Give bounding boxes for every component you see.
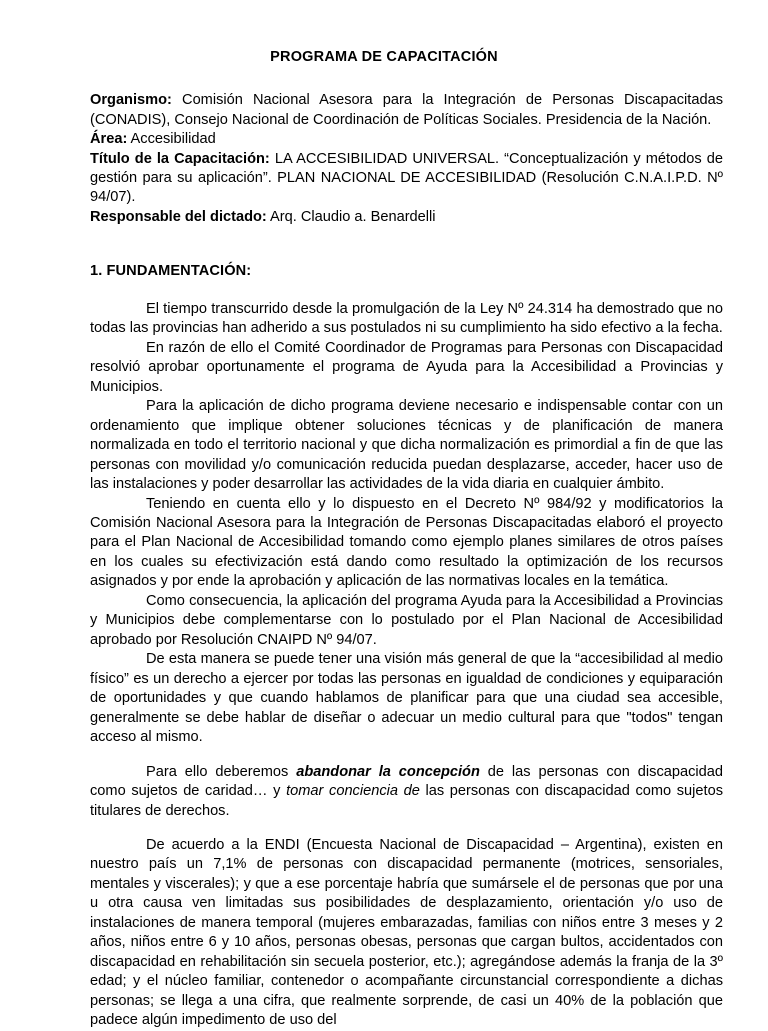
- section-heading-fundamentacion: 1. FUNDAMENTACIÓN:: [90, 263, 252, 280]
- metadata-block: [90, 91, 723, 227]
- text-run: de las personas con discapacidad como sujetos de caridad… y: [90, 763, 723, 800]
- metadata-titulo: [90, 150, 723, 208]
- paragraph-p4: Teniendo en cuenta ello y lo dispuesto en el Decreto Nº 984/92 y modificatorios la Comisión Nacional Asesora para la Integración de Personas Discapacitadas elaboró el proyecto para el Plan Nacional de Accesibilidad tomando como ejemplo planes similares de otros países en los cuales su efectivización está dando como resultado la optimización de los recursos asignados y por ende la aprobación y aplicación de las normativas locales en la temática.: [90, 495, 723, 590]
- metadata-titulo-value: LA ACCESIBILIDAD UNIVERSAL. “Conceptualización y métodos de gestión para su aplicación”. PLAN NACIONAL DE ACCESIBILIDAD (Resolución C.N.A.I.P.D. Nº 94/07).: [90, 150, 723, 206]
- metadata-area-label: Área:: [90, 131, 128, 148]
- metadata-responsable: [90, 208, 723, 227]
- metadata-organismo-label: Organismo:: [90, 92, 172, 109]
- text-run: las personas con discapacidad como sujetos titulares de derechos.: [90, 783, 723, 819]
- metadata-area: [90, 130, 723, 149]
- paragraph-p6: De esta manera se puede tener una visión más general de que la “accesibilidad al medio físico” es un derecho a ejercer por todas las personas en igualdad de condiciones y equiparación de oportunidades y que cuando hablamos de planificar para que una ciudad sea accesible, generalmente se debe hablar de diseñar o adecuar un medio cultural para que "todos" tengan acceso al mismo.: [90, 651, 723, 746]
- metadata-responsable-label: Responsable del dictado:: [90, 208, 267, 225]
- paragraph-p5: Como consecuencia, la aplicación del programa Ayuda para la Accesibilidad a Provincias y Municipios debe complementarse con lo postulado por el Plan Nacional de Accesibilidad aprobado por Resolución CNAIPD Nº 94/07.: [90, 592, 723, 648]
- text-run: Para ello deberemos: [146, 763, 297, 780]
- emphasis-italic: tomar conciencia de: [286, 783, 420, 800]
- metadata-organismo: [90, 91, 723, 130]
- emphasis-bold-italic: abandonar la concepción: [296, 763, 480, 780]
- paragraph-p7: [90, 763, 723, 821]
- metadata-responsable-value: Arq. Claudio a. Benardelli: [266, 208, 436, 225]
- page-title: PROGRAMA DE CAPACITACIÓN: [270, 49, 498, 65]
- metadata-organismo-value: Comisión Nacional Asesora para la Integración de Personas Discapacitadas (CONADIS), Consejo Nacional de Coordinación de Políticas Sociales. Presidencia de la Nación.: [90, 92, 723, 128]
- metadata-area-value: Accesibilidad: [127, 131, 216, 148]
- metadata-titulo-label: Título de la Capacitación:: [90, 150, 270, 167]
- paragraph-p2: En razón de ello el Comité Coordinador de Programas para Personas con Discapacidad resolvió aprobar oportunamente el programa de Ayuda para la Accesibilidad a Provincias y Municipios.: [90, 339, 723, 395]
- section-body: [90, 300, 723, 1031]
- paragraph-p3: Para la aplicación de dicho programa deviene necesario e indispensable contar con un ordenamiento que implique obtener soluciones técnicas y de planificación de manera normalizada en todo el territorio nacional y que dicha normalización es primordial a fin de que las personas con movilidad y/o comunicación reducida puedan desplazarse, acceder, hacer uso de las instalaciones y poder desarrollar las actividades de la vida diaria en cualquier ámbito.: [90, 398, 723, 493]
- paragraph-p1: El tiempo transcurrido desde la promulgación de la Ley Nº 24.314 ha demostrado que no todas las provincias han adherido a sus postulados ni su cumplimiento ha sido efectivo a la fecha.: [90, 300, 723, 337]
- paragraph-p8: De acuerdo a la ENDI (Encuesta Nacional de Discapacidad – Argentina), existen en nuestro país un 7,1% de personas con discapacidad permanente (motrices, sensoriales, mentales y viscerales); y que a ese porcentaje habría que sumársele el de personas que por una u otra causa ven limitadas sus posibilidades de desplazamiento, orientación y/o uso de instalaciones de manera temporal (mujeres embarazadas, familias con niños entre 3 meses y 2 años, niños entre 6 y 10 años, personas obesas, personas que cargan bultos, accidentados con discapacidad en rehabilitación sin secuela posterior, etc.); agregándose además la franja de la 3º edad; y el núcleo familiar, contenedor o acompañante circunstancial correspondiente a dichas personas; se llega a una cifra, que realmente sorprende, de casi un 40% de la población que padece algún impedimento de uso del: [90, 837, 723, 1029]
